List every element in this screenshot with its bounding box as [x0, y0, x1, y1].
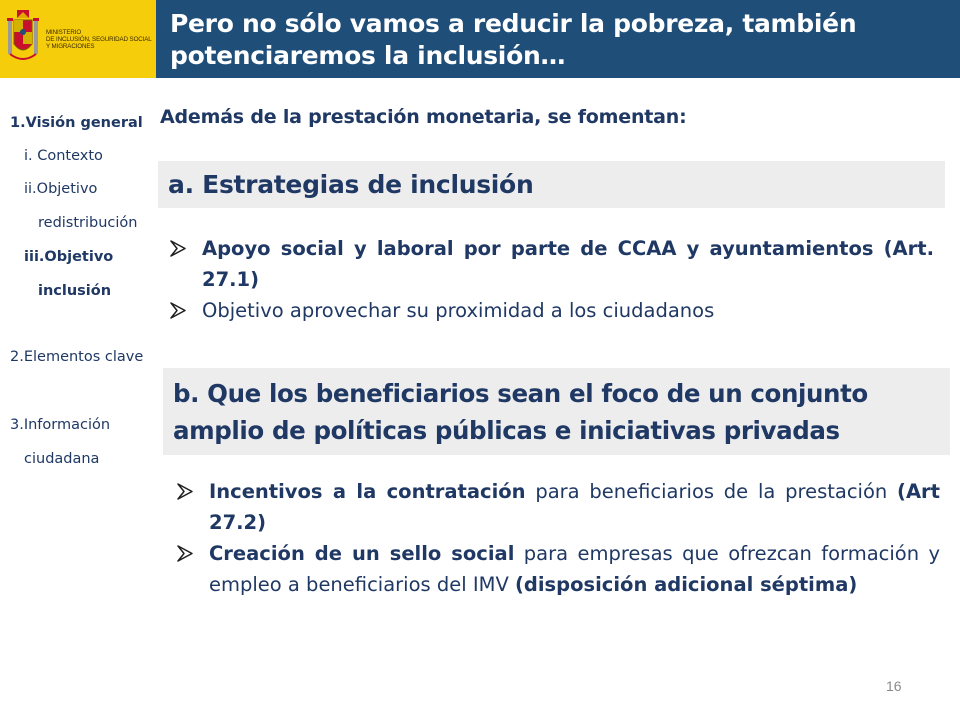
arrow-bullet-icon: [168, 233, 190, 264]
ministry-logo: [0, 0, 156, 78]
page-number: 16: [886, 678, 902, 694]
nav-objetivo-inclusion[interactable]: iii.Objetivo: [24, 249, 114, 265]
list-item: [168, 233, 934, 295]
section-a-header: [158, 161, 945, 208]
arrow-bullet-icon: [175, 538, 197, 569]
section-b-title: b. Que los beneficiarios sean el foco de un conjunto amplio de políticas públicas e iniciativas privadas: [173, 379, 868, 445]
nav-objetivo-redistribucion[interactable]: ii.Objetivo: [24, 181, 98, 197]
section-a-bullets: [168, 233, 934, 326]
section-b-bullets: [175, 476, 940, 600]
nav-informacion-ciudadana[interactable]: 3.Información: [10, 417, 111, 433]
slide-title: Pero no sólo vamos a reducir la pobreza, también potenciaremos la inclusión…: [170, 9, 857, 70]
nav-informacion-ciudadana-cont[interactable]: ciudadana: [24, 451, 100, 467]
arrow-bullet-icon: [175, 476, 197, 507]
arrow-bullet-icon: [168, 295, 190, 326]
section-a-title: a. Estrategias de inclusión: [168, 170, 534, 199]
title-bar: [156, 0, 960, 78]
bullet-text: para beneficiarios de la prestación: [525, 480, 898, 503]
bullet-text: Objetivo aprovechar su proximidad a los ciudadanos: [202, 299, 715, 322]
intro-text: Además de la prestación monetaria, se fomentan:: [160, 106, 687, 128]
nav-contexto[interactable]: i. Contexto: [24, 148, 103, 164]
bullet-text-bold: (Art 27.2): [209, 480, 940, 534]
ministry-name: [46, 29, 156, 50]
bullet-text: para empresas que ofrezcan formación y empleo a beneficiarios del IMV: [209, 542, 940, 596]
bullet-text-bold: Apoyo social y laboral por parte de CCAA y ayuntamientos (Art. 27.1): [202, 237, 934, 291]
bullet-text-bold: Incentivos a la contratación: [209, 480, 526, 503]
list-item: [175, 538, 940, 600]
bullet-text-bold: Creación de un sello social: [209, 542, 515, 565]
section-b-header: [163, 368, 950, 455]
ministry-line: Y MIGRACIONES: [46, 43, 95, 50]
nav-elementos-clave[interactable]: 2.Elementos clave: [10, 349, 144, 365]
ministry-line: DE INCLUSIÓN, SEGURIDAD SOCIAL: [46, 36, 152, 43]
list-item: [175, 476, 940, 538]
coat-of-arms-icon: [6, 8, 40, 68]
list-item: [168, 295, 934, 326]
nav-objetivo-redistribucion-cont[interactable]: redistribución: [38, 215, 138, 231]
bullet-text-bold: (disposición adicional séptima): [515, 573, 858, 596]
nav-vision-general[interactable]: 1.Visión general: [10, 115, 143, 131]
ministry-line: MINISTERIO: [46, 29, 82, 36]
nav-objetivo-inclusion-cont[interactable]: inclusión: [38, 283, 112, 299]
